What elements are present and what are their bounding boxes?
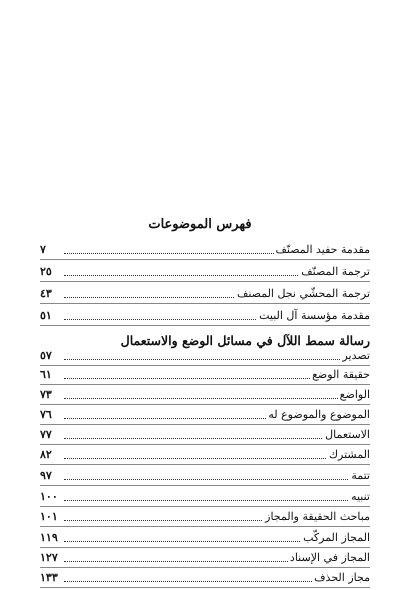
toc-entry — [40, 487, 370, 507]
entry-label: ترجمة المحشّي نجل المصنف — [236, 287, 370, 300]
entry-label: حقيقة الوضع — [312, 368, 370, 381]
toc-entry — [40, 262, 370, 282]
entry-rule — [40, 485, 370, 486]
entry-label: تصدير — [342, 349, 370, 362]
toc-entry — [40, 284, 370, 304]
toc-entry — [40, 548, 370, 568]
entry-page-number: ٧ — [40, 243, 46, 256]
entry-page-number: ١٢٧ — [40, 551, 58, 564]
entry-label: مقدمة مؤسسة آل البيت — [259, 309, 370, 322]
entry-page-number: ١١٩ — [40, 531, 58, 544]
entry-page-number: ٩٧ — [40, 469, 52, 482]
dot-leader — [64, 359, 370, 360]
entry-page-number: ٢٥ — [40, 265, 52, 278]
entry-label: مقدمة حفيد المصنّف — [275, 243, 370, 256]
toc-entry — [40, 528, 370, 548]
entry-rule — [40, 325, 370, 326]
toc-entry — [40, 365, 370, 385]
entry-page-number: ٧٣ — [40, 388, 52, 401]
section-heading: رسالة سمط اللآل في مسائل الوضع والاستعمال — [120, 333, 370, 348]
entry-label: المجاز في الإسناد — [289, 551, 370, 564]
entry-page-number: ١٠١ — [40, 510, 58, 523]
toc-title: فهرس الموضوعات — [148, 217, 252, 232]
entry-rule — [40, 303, 370, 304]
toc-entry — [40, 346, 370, 366]
dot-leader — [64, 458, 370, 459]
entry-label: تنبيه — [351, 490, 370, 503]
toc-entry — [40, 306, 370, 326]
entry-page-number: ٨٢ — [40, 448, 52, 461]
entry-page-number: ١٣٣ — [40, 571, 58, 584]
entry-rule — [40, 281, 370, 282]
entry-label: الواضع — [339, 388, 370, 401]
entry-page-number: ٦١ — [40, 368, 52, 381]
entry-label: الاستعمال — [325, 428, 370, 441]
toc-entry — [40, 425, 370, 445]
entry-page-number: ٥٧ — [40, 349, 52, 362]
entry-rule — [40, 259, 370, 260]
dot-leader — [64, 479, 370, 480]
toc-entry — [40, 405, 370, 425]
entry-label: تتمة — [351, 469, 370, 482]
dot-leader — [64, 500, 370, 501]
entry-label: ترجمة المصنّف — [301, 265, 370, 278]
toc-entry — [40, 466, 370, 486]
entry-page-number: ٤٣ — [40, 287, 52, 300]
entry-label: المشترك — [328, 448, 370, 461]
entry-rule — [40, 587, 370, 588]
entry-label: الموضوع والموضوع له — [268, 408, 370, 421]
toc-entry — [40, 385, 370, 405]
entry-rule — [40, 464, 370, 465]
entry-label: مجاز الحذف — [314, 571, 370, 584]
entry-page-number: ١٠٠ — [40, 490, 58, 503]
entry-rule — [40, 526, 370, 527]
entry-page-number: ٥١ — [40, 309, 52, 322]
entry-page-number: ٧٧ — [40, 428, 52, 441]
toc-entry — [40, 568, 370, 588]
toc-entry — [40, 507, 370, 527]
dot-leader — [64, 398, 370, 399]
entry-label: المجاز المركّب — [303, 531, 370, 544]
toc-entry — [40, 445, 370, 465]
entry-page-number: ٧٦ — [40, 408, 52, 421]
toc-entry — [40, 240, 370, 260]
entry-label: مباحث الحقيقة والمجاز — [265, 510, 370, 523]
